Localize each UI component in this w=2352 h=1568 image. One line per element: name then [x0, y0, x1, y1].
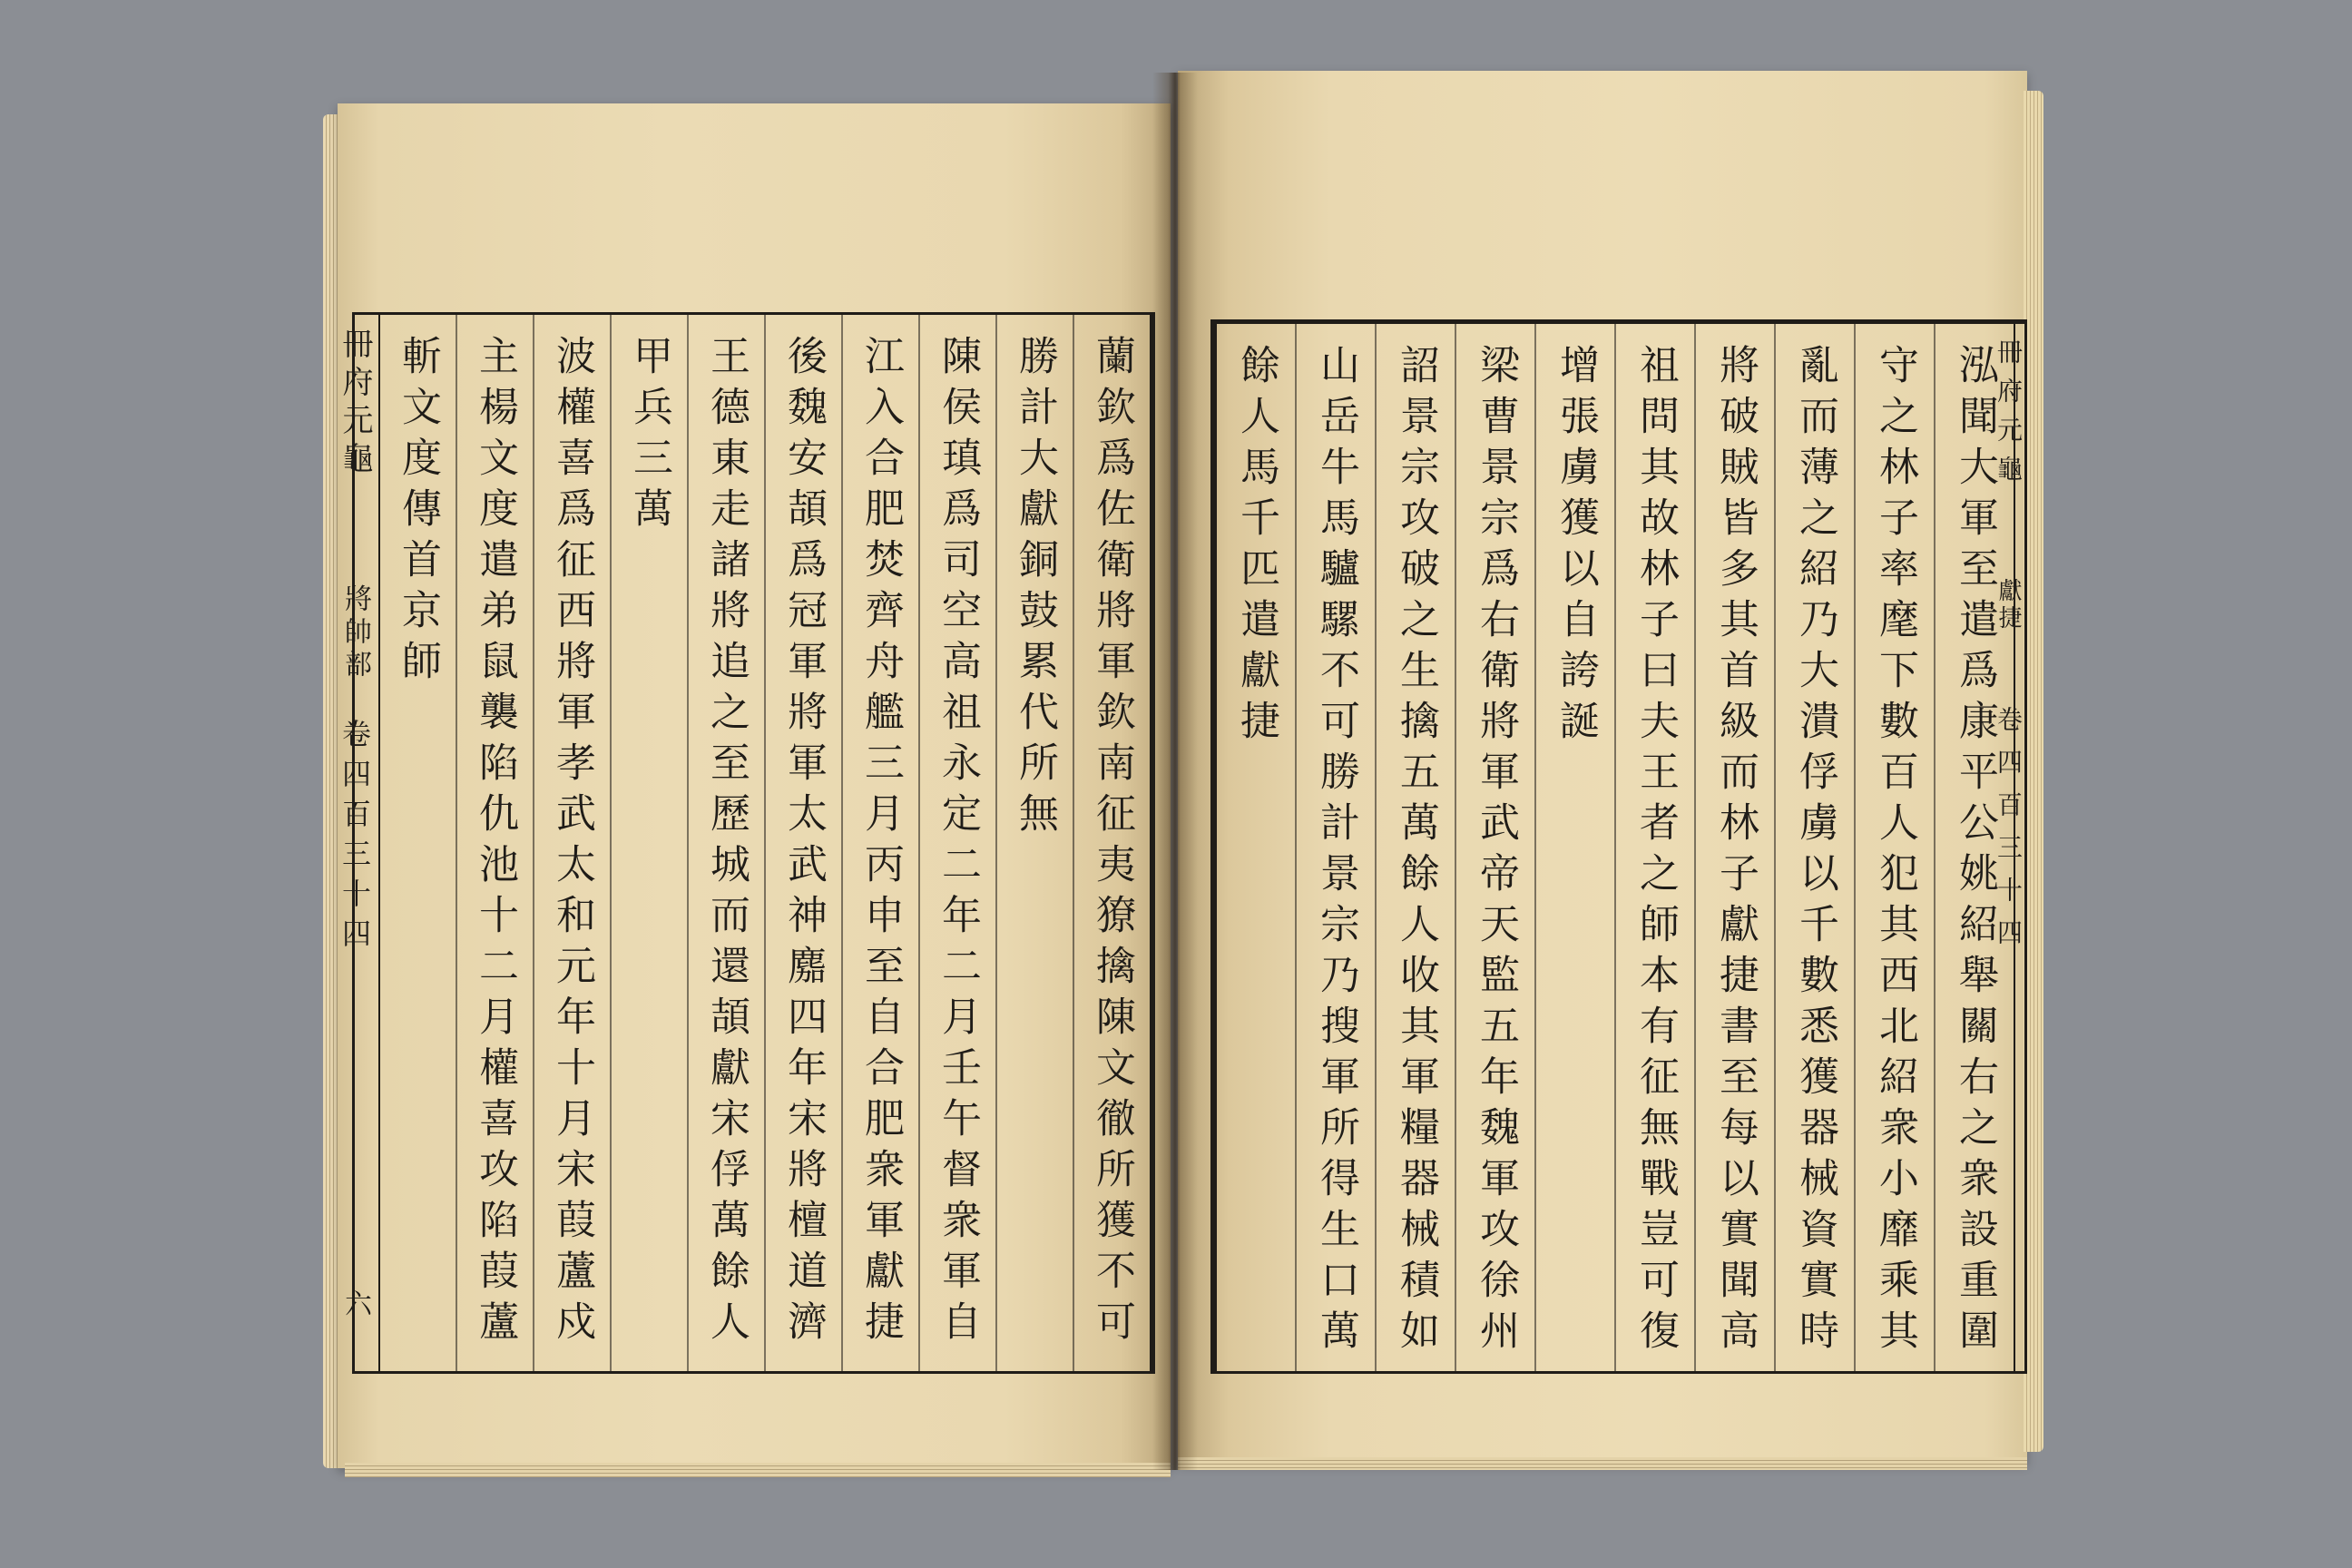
- text-column: 甲兵三萬: [610, 315, 687, 1371]
- book-spine: [1152, 73, 1198, 1470]
- left-page-bottom-edge: [345, 1463, 1171, 1477]
- left-page-text: [380, 315, 1150, 1371]
- text-column: 亂而薄之紹乃大潰俘虜以千數悉獲器械資實時: [1774, 324, 1854, 1371]
- gutter-book-title: 冊府元龜: [337, 328, 373, 480]
- text-column: 主楊文度遣弟鼠襲陷仇池十二月權喜攻陷葭蘆: [456, 315, 533, 1371]
- text-column: 勝計大獻銅鼓累代所無: [995, 315, 1073, 1371]
- left-page-gutter: [337, 315, 380, 1371]
- gutter-book-title: 冊府元龜: [1994, 338, 2024, 495]
- text-column: 王德東走諸將追之至歷城而還頡獻宋俘萬餘人: [687, 315, 764, 1371]
- gutter-section: 獻捷: [1994, 578, 2022, 632]
- text-column: 餘人馬千匹遣獻捷: [1233, 344, 1279, 750]
- text-column: 後魏安頡爲冠軍將軍太武神䴥四年宋將檀道濟: [764, 315, 841, 1371]
- text-column: 將破賊皆多其首級而林子獻捷書至每以實聞高: [1694, 324, 1774, 1371]
- gutter-volume: 卷四百三十四: [338, 719, 372, 958]
- text-column: 祖問其故林子曰夫王者之師本有征無戰豈可復: [1614, 324, 1694, 1371]
- text-column: 山岳牛馬驢騾不可勝計景宗乃搜軍所得生口萬: [1295, 324, 1375, 1371]
- right-page-text: [1217, 324, 2014, 1371]
- text-column: 梁曹景宗爲右衛將軍武帝天監五年魏軍攻徐州: [1455, 324, 1534, 1371]
- text-column: 波權喜爲征西將軍孝武太和元年十月宋葭蘆戍: [533, 315, 610, 1371]
- text-column: 增張虜獲以自誇誕: [1534, 324, 1614, 1371]
- text-column: 蘭欽爲佐衛將軍欽南征夷獠擒陳文徹所獲不可: [1073, 315, 1150, 1371]
- text-column: 斬文度傳首京師: [395, 335, 441, 691]
- text-column: 詔景宗攻破之生擒五萬餘人收其軍糧器械積如: [1375, 324, 1455, 1371]
- right-page-bottom-edge: [1178, 1457, 2027, 1470]
- text-column: 守之林子率麾下數百人犯其西北紹衆小靡乘其: [1854, 324, 1934, 1371]
- gutter-volume: 卷四百三十四: [1994, 706, 2024, 962]
- right-page-frame: [1210, 319, 2027, 1374]
- right-page-gutter: [1994, 324, 2024, 1371]
- text-column: 江入合肥焚齊舟艦三月丙申至自合肥衆軍獻捷: [841, 315, 918, 1371]
- page-number: 六: [339, 1289, 371, 1317]
- text-column: 陳侯瑱爲司空高祖永定二年二月壬午督衆軍自: [918, 315, 995, 1371]
- gutter-section: 將帥部: [339, 584, 371, 682]
- text-column: 泓聞大軍至遣爲康平公姚紹舉關右之衆設重圍: [1934, 324, 2014, 1371]
- left-page-frame: [337, 312, 1155, 1374]
